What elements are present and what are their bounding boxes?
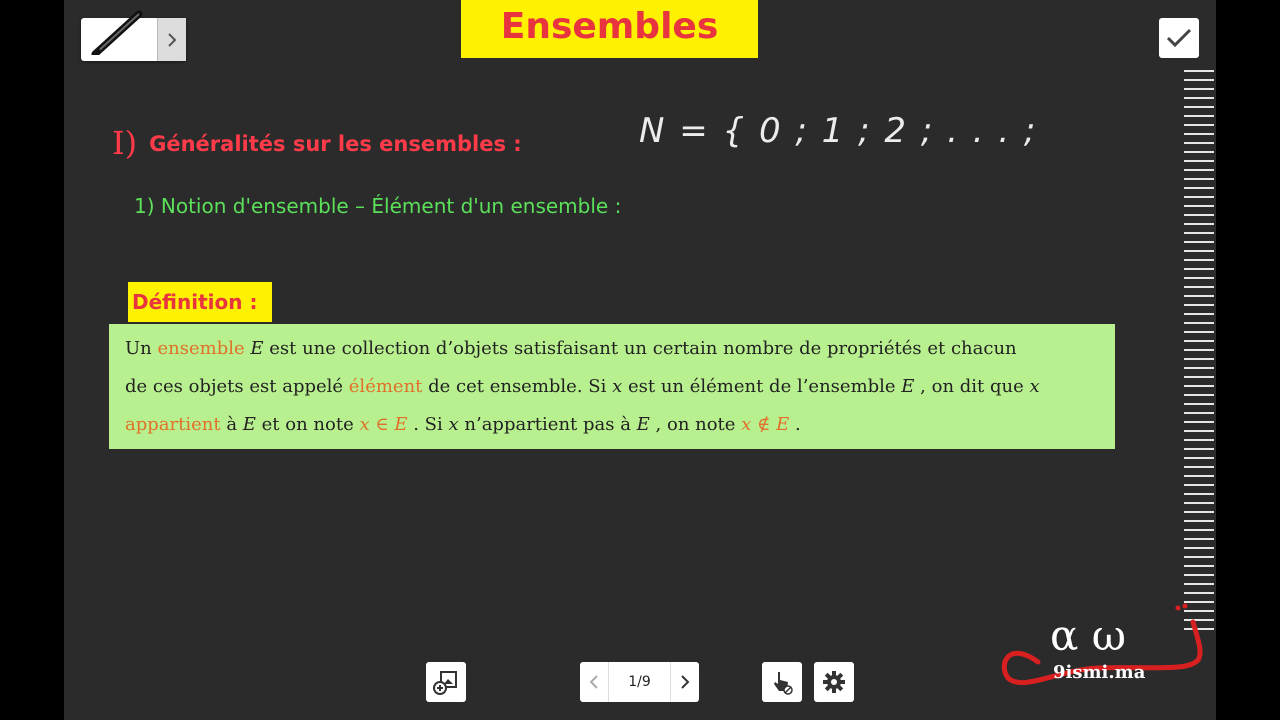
add-page-icon <box>433 669 459 695</box>
confirm-button[interactable] <box>1159 18 1199 58</box>
highlight-belongs: x ∈ E <box>359 414 408 435</box>
var-e: E <box>636 414 650 435</box>
page-navigator <box>580 662 699 702</box>
chevron-right-icon <box>166 32 178 48</box>
definition-line-2 <box>125 368 1099 406</box>
text: et on note <box>255 414 360 435</box>
logo-site: 9ismi.ma <box>1053 662 1146 683</box>
highlight-ensemble: ensemble <box>157 338 245 359</box>
page-title: Ensembles <box>461 0 758 58</box>
text: , on note <box>649 414 742 435</box>
gear-icon <box>822 670 846 694</box>
var-x: x <box>612 376 623 397</box>
text: Un <box>125 338 158 359</box>
var-x: x <box>448 414 459 435</box>
site-logo <box>998 600 1208 695</box>
text: , on dit que <box>914 376 1030 397</box>
chevron-right-icon <box>679 674 691 690</box>
var-x: x <box>1029 376 1040 397</box>
text: est une collection d’objets satisfaisant un certain nombre de propriétés et chacun <box>263 338 1017 359</box>
handwritten-formula <box>639 100 1059 170</box>
pointer-button[interactable] <box>762 662 802 702</box>
highlight-not-belongs: x ∉ E <box>741 414 790 435</box>
formula-text: N = { 0 ; 1 ; 2 ; . . . ; <box>639 111 1038 151</box>
pen-icon <box>87 10 157 55</box>
var-e: E <box>244 338 264 359</box>
highlight-appartient: appartient <box>125 414 221 435</box>
logo-symbols: α ω <box>1050 611 1126 660</box>
text: de cet ensemble. Si <box>422 376 613 397</box>
page-counter: 1/9 <box>628 674 651 690</box>
highlight-element: élément <box>348 376 423 397</box>
chevron-left-icon <box>588 674 600 690</box>
definition-label: Définition : <box>128 282 272 322</box>
var-e: E <box>901 376 915 397</box>
check-icon <box>1166 28 1192 48</box>
prev-page-button[interactable] <box>580 662 609 702</box>
definition-box <box>109 324 1115 449</box>
text: . Si <box>407 414 449 435</box>
next-page-button[interactable] <box>670 662 699 702</box>
section-number: I) <box>112 124 138 162</box>
text: à <box>220 414 243 435</box>
add-page-button[interactable] <box>426 662 466 702</box>
var-e: E <box>242 414 256 435</box>
pointer-icon <box>770 669 794 695</box>
scroll-ruler[interactable] <box>1184 70 1214 630</box>
section-label: Généralités sur les ensembles : <box>149 132 522 156</box>
text: . <box>789 414 801 435</box>
definition-line-1 <box>125 330 1099 368</box>
text: de ces objets est appelé <box>125 376 349 397</box>
section-heading <box>112 124 522 162</box>
settings-button[interactable] <box>814 662 854 702</box>
text: n’appartient pas à <box>458 414 637 435</box>
definition-line-3 <box>125 406 1099 444</box>
subsection-heading: 1) Notion d'ensemble – Élément d'un ensemble : <box>134 194 622 218</box>
expand-button[interactable] <box>157 18 186 61</box>
pen-tool-button[interactable] <box>81 18 186 61</box>
text: est un élément de l’ensemble <box>622 376 902 397</box>
